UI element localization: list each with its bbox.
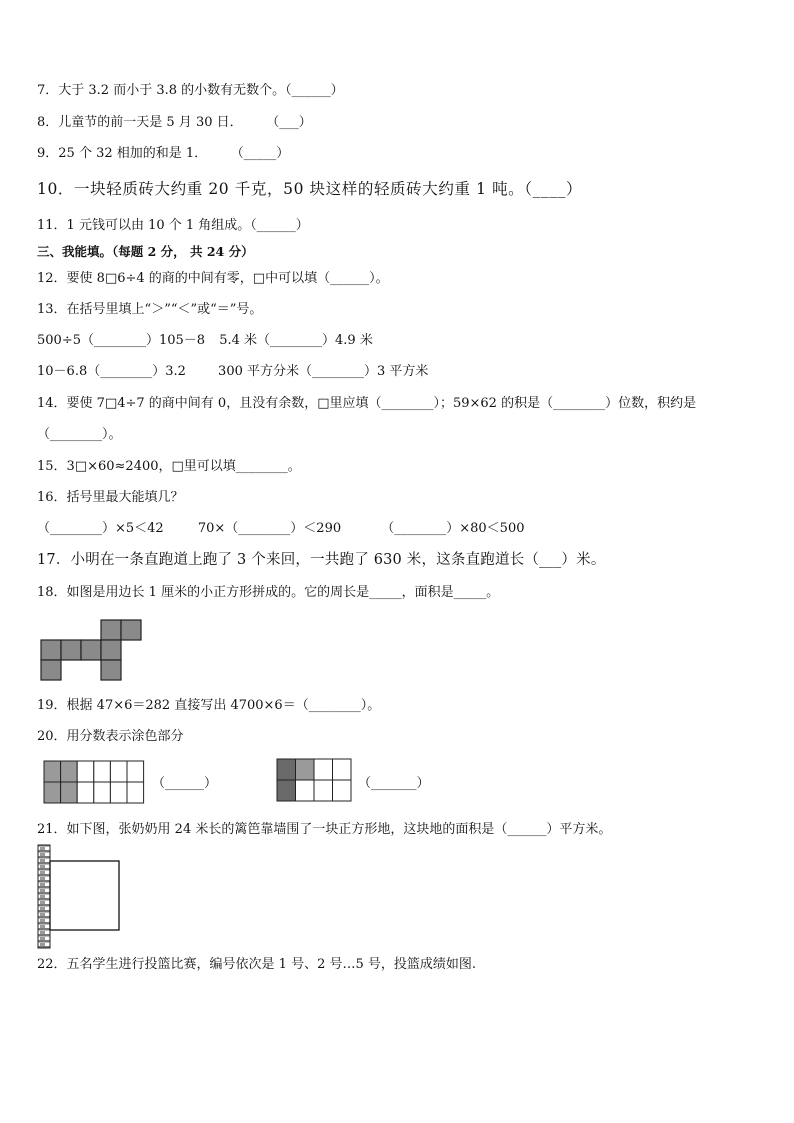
question-7: 7．大于 3.2 而小于 3.8 的小数有无数个。（______） — [37, 83, 344, 98]
fraction-grid-b — [276, 758, 352, 802]
question-21: 21．如下图，张奶奶用 24 米长的篱笆靠墙围了一块正方形地，这块地的面积是（______）平方米。 — [37, 822, 612, 837]
q13-item-3: 10－6.8（________）3.2 — [37, 364, 186, 379]
question-18: 18．如图是用边长 1 厘米的小正方形拼成的。它的周长是_____，面积是_____。 — [37, 585, 500, 600]
question-19: 19．根据 47×6＝282 直接写出 4700×6＝（________）。 — [37, 698, 381, 713]
question-14-line-2: （________）。 — [37, 427, 122, 442]
q13-item-2: 5.4 米（________）4.9 米 — [219, 333, 373, 348]
question-10: 10．一块轻质砖大约重 20 千克，50 块这样的轻质砖大约重 1 吨。（____） — [37, 180, 583, 198]
question-16-items — [37, 520, 525, 538]
q20-blank-a: （______） — [152, 776, 218, 791]
question-14-line-1: 14．要使 7□4÷7 的商中间有 0，且没有余数，□里应填（________）；59×62 的积是（________）位数，积约是 — [37, 396, 697, 411]
question-16: 16．括号里最大能填几？ — [37, 490, 184, 505]
square-tiles-figure — [40, 619, 144, 681]
q13-item-1: 500÷5（________）105－8 — [37, 333, 206, 348]
question-8: 8．儿童节的前一天是 5 月 30 日． （___） — [37, 115, 312, 130]
question-13-row-2 — [37, 363, 428, 381]
question-15: 15．3□×60≈2400，□里可以填________。 — [37, 459, 301, 474]
q20-blank-b: （_______） — [358, 776, 430, 791]
wall-and-square-figure — [36, 844, 122, 950]
section-heading-3: 三、我能填。（每题 2 分， 共 24 分） — [37, 244, 254, 259]
q13-item-4: 300 平方分米（________）3 平方米 — [218, 364, 429, 379]
question-12: 12．要使 8□6÷4 的商的中间有零，□中可以填（______）。 — [37, 271, 389, 286]
question-22: 22．五名学生进行投篮比赛，编号依次是 1 号、2 号…5 号，投篮成绩如图. — [37, 957, 477, 972]
question-9: 9．25 个 32 相加的和是 1． （_____） — [37, 146, 290, 161]
q16-item-1: （________）×5＜42 — [37, 521, 164, 536]
question-13: 13．在括号里填上“＞”“＜”或“＝”号。 — [37, 302, 263, 317]
fraction-grid-a — [43, 760, 145, 804]
question-13-row-1 — [37, 332, 373, 350]
question-17: 17．小明在一条直跑道上跑了 3 个来回，一共跑了 630 米，这条直跑道长（___）米。 — [37, 552, 606, 568]
q16-item-2: 70×（________）＜290 — [197, 521, 342, 536]
question-20: 20．用分数表示涂色部分 — [37, 729, 184, 744]
question-11: 11．1 元钱可以由 10 个 1 角组成。（______） — [37, 218, 309, 233]
q16-item-3: （________）×80＜500 — [381, 521, 525, 536]
